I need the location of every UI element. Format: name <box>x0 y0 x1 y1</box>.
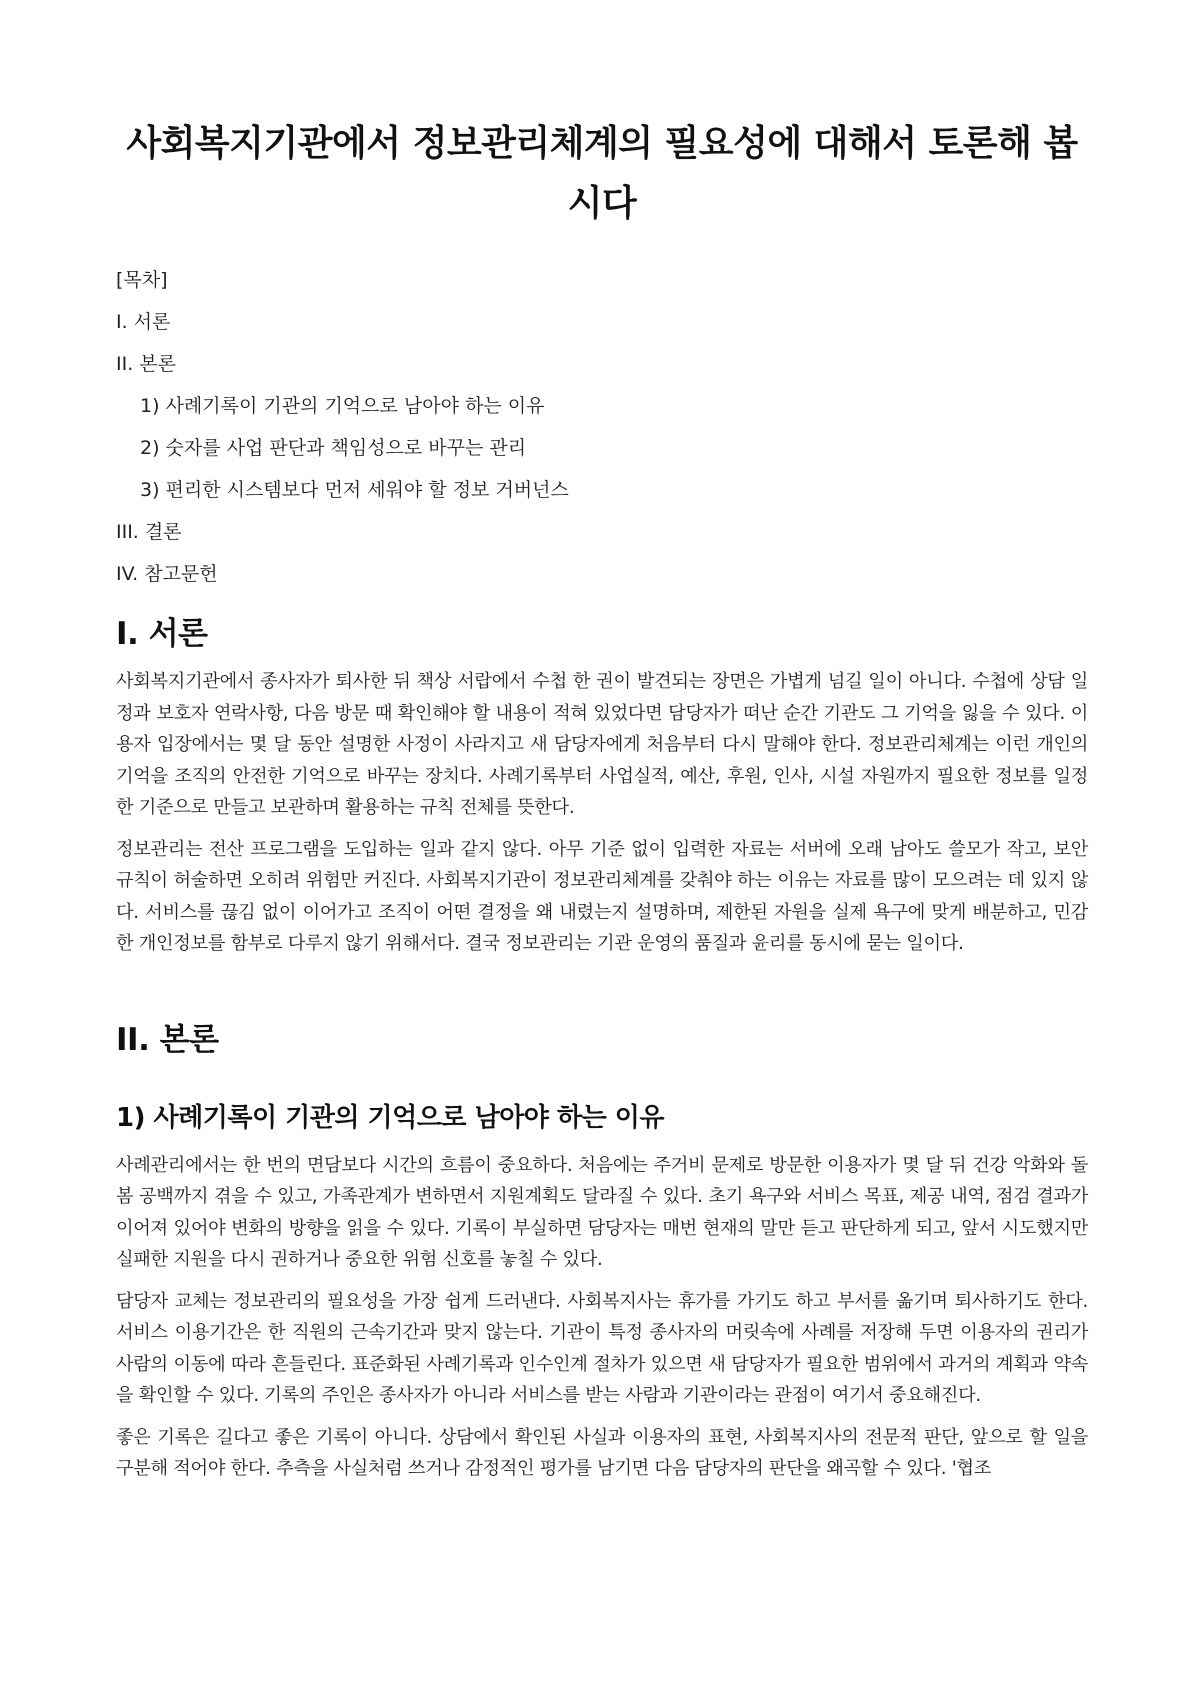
intro-paragraph-1: 사회복지기관에서 종사자가 퇴사한 뒤 책상 서랍에서 수첩 한 권이 발견되는 장면은 가볍게 넘길 일이 아니다. 수첩에 상담 일정과 보호자 연락사항, 다음 방문 때 확인해야 할 내용이 적혀 있었다면 담당자가 떠난 순간 기관도 그 기억을 잃을 수 있다. 이용자 입장에서는 몇 달 동안 설명한 사정이 사라지고 새 담당자에게 처음부터 다시 말해야 한다. 정보관리체계는 이런 개인의 기억을 조직의 안전한 기억으로 바꾸는 장치다. 사례기록부터 사업실적, 예산, 후원, 인사, 시설 자원까지 필요한 정보를 일정한 기준으로 만들고 보관하며 활용하는 규칙 전체를 뜻한다. <box>116 671 1088 818</box>
toc-item-body-1: 1) 사례기록이 기관의 기억으로 남아야 하는 이유 <box>140 395 545 417</box>
toc-item-intro: I. 서론 <box>116 311 171 333</box>
intro-paragraph-2: 정보관리는 전산 프로그램을 도입하는 일과 같지 않다. 아무 기준 없이 입력한 자료는 서버에 오래 남아도 쓸모가 작고, 보안 규칙이 허술하면 오히려 위험만 커진다. 사회복지기관이 정보관리체계를 갖춰야 하는 이유는 자료를 많이 모으려는 데 있지 않다. 서비스를 끊김 없이 이어가고 조직이 어떤 결정을 왜 내렸는지 설명하며, 제한된 자원을 실제 욕구에 맞게 배분하고, 민감한 개인정보를 함부로 다루지 않기 위해서다. 결국 정보관리는 기관 운영의 품질과 윤리를 동시에 묻는 일이다. <box>116 838 1088 954</box>
section-heading-body: II. 본론 <box>116 1021 219 1058</box>
toc-item-references: IV. 참고문헌 <box>116 563 218 585</box>
document-title: 사회복지기관에서 정보관리체계의 필요성에 대해서 토론해 봅시다 <box>126 123 1078 224</box>
section-spacer <box>116 970 1088 1004</box>
body-1-paragraph-3: 좋은 기록은 길다고 좋은 기록이 아니다. 상담에서 확인된 사실과 이용자의 표현, 사회복지사의 전문적 판단, 앞으로 할 일을 구분해 적어야 한다. 추측을 사실처럼 쓰거나 감정적인 평가를 남기면 다음 담당자의 판단을 왜곡할 수 있다. '협조 <box>116 1426 1088 1479</box>
toc-item-conclusion: III. 결론 <box>116 521 182 543</box>
body-1-paragraph-2: 담당자 교체는 정보관리의 필요성을 가장 쉽게 드러낸다. 사회복지사는 휴가를 가기도 하고 부서를 옮기며 퇴사하기도 한다. 서비스 이용기간은 한 직원의 근속기간과 맞지 않는다. 기관이 특정 종사자의 머릿속에 사례를 저장해 두면 이용자의 권리가 사람의 이동에 따라 흔들린다. 표준화된 사례기록과 인수인계 절차가 있으면 새 담당자가 필요한 범위에서 과거의 계획과 약속을 확인할 수 있다. 기록의 주인은 종사자가 아니라 서비스를 받는 사람과 기관이라는 관점이 여기서 중요해진다. <box>116 1290 1088 1406</box>
body-1-paragraph-1: 사례관리에서는 한 번의 면담보다 시간의 흐름이 중요하다. 처음에는 주거비 문제로 방문한 이용자가 몇 달 뒤 건강 악화와 돌봄 공백까지 겪을 수 있고, 가족관계가 변하면서 지원계획도 달라질 수 있다. 초기 욕구와 서비스 목표, 제공 내역, 점검 결과가 이어져 있어야 변화의 방향을 읽을 수 있다. 기록이 부실하면 담당자는 매번 현재의 말만 듣고 판단하게 되고, 앞서 시도했지만 실패한 지원을 다시 권하거나 중요한 위험 신호를 놓칠 수 있다. <box>116 1154 1088 1270</box>
toc-item-body: II. 본론 <box>116 353 176 375</box>
toc-item-body-2: 2) 숫자를 사업 판단과 책임성으로 바꾸는 관리 <box>140 437 527 459</box>
subsection-heading-1: 1) 사례기록이 기관의 기억으로 남아야 하는 이유 <box>116 1102 664 1133</box>
table-of-contents <box>116 268 1088 586</box>
section-heading-intro: I. 서론 <box>116 616 208 652</box>
toc-heading: [목차] <box>116 269 168 291</box>
toc-item-body-3: 3) 편리한 시스템보다 먼저 세워야 할 정보 거버넌스 <box>140 479 569 501</box>
